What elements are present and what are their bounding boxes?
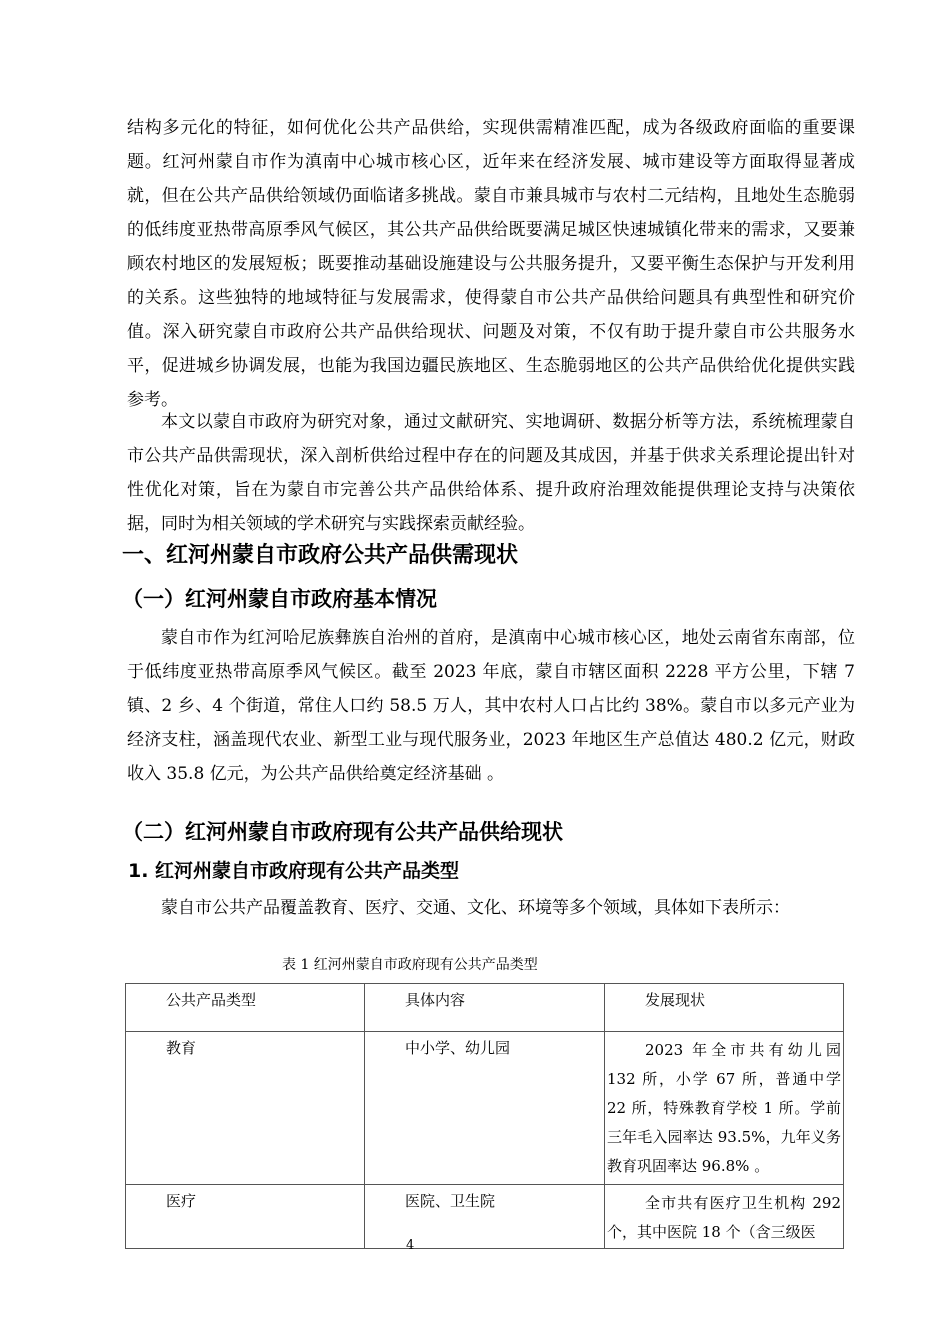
cell-status: 2023 年全市共有幼儿园 132 所，小学 67 所，普通中学 22 所，特殊教育学校 1 所。学前三年毛入园率达 93.5%，九年义务教育巩固率达 96.8% 。: [605, 1032, 844, 1185]
subsection-heading-supply-status: （二）红河州蒙自市政府现有公共产品供给现状: [122, 820, 563, 844]
table-row: [126, 1032, 844, 1185]
header-cell-type: 公共产品类型: [126, 984, 365, 1032]
table-intro-paragraph: [127, 891, 855, 925]
page-number: 4: [406, 1238, 415, 1253]
subheading-product-types: 1. 红河州蒙自市政府现有公共产品类型: [128, 860, 460, 882]
public-products-table: [125, 983, 844, 1249]
cell-status: 全市共有医疗卫生机构 292 个，其中医院 18 个（含三级医: [605, 1185, 844, 1249]
paragraph-3: 蒙自市作为红河哈尼族彝族自治州的首府，是滇南中心城市核心区，地处云南省东南部，位于低纬度亚热带高原季风气候区。截至 2023 年底，蒙自市辖区面积 2228 平方公里，下辖 7 镇、2 乡、4 个街道，常住人口约 58.5 万人，其中农村人口占比约 38%。蒙自市以多元产业为经济支柱，涵盖现代农业、新型工业与现代服务业，2023 年地区生产总值达 480.2 亿元，财政收入 35.8 亿元，为公共产品供给奠定经济基础 。: [127, 628, 855, 784]
header-cell-content: 具体内容: [365, 984, 605, 1032]
cell-type: 教育: [126, 1032, 365, 1185]
table-row: [126, 1185, 844, 1249]
paragraph-1: 结构多元化的特征，如何优化公共产品供给，实现供需精准匹配，成为各级政府面临的重要课题。红河州蒙自市作为滇南中心城市核心区，近年来在经济发展、城市建设等方面取得显著成就，但在公共产品供给领域仍面临诸多挑战。蒙自市兼具城市与农村二元结构，且地处生态脆弱的低纬度亚热带高原季风气候区，其公共产品供给既要满足城区快速城镇化带来的需求，又要兼顾农村地区的发展短板；既要推动基础设施建设与公共服务提升，又要平衡生态保护与开发利用的关系。这些独特的地域特征与发展需求，使得蒙自市公共产品供给问题具有典型性和研究价值。深入研究蒙自市政府公共产品供给现状、问题及对策，不仅有助于提升蒙自市公共服务水平，促进城乡协调发展，也能为我国边疆民族地区、生态脆弱地区的公共产品供给优化提供实践参考。: [127, 118, 855, 410]
paragraph-2: 本文以蒙自市政府为研究对象，通过文献研究、实地调研、数据分析等方法，系统梳理蒙自市公共产品供需现状，深入剖析供给过程中存在的问题及其成因，并基于供求关系理论提出针对性优化对策，旨在为蒙自市完善公共产品供给体系、提升政府治理效能提供理论支持与决策依据，同时为相关领域的学术研究与实践探索贡献经验。: [127, 412, 855, 534]
paragraph-4: 蒙自市公共产品覆盖教育、医疗、交通、文化、环境等多个领域，具体如下表所示：: [161, 898, 790, 918]
table-header-row: [126, 984, 844, 1032]
cell-content: 中小学、幼儿园: [365, 1032, 605, 1185]
header-cell-status: 发展现状: [605, 984, 844, 1032]
cell-content: 医院、卫生院: [365, 1185, 605, 1249]
basic-info-paragraph: [127, 621, 855, 791]
table-caption: 表 1 红河州蒙自市政府现有公共产品类型: [282, 957, 538, 973]
scope-paragraph: [127, 405, 855, 541]
cell-type: 医疗: [126, 1185, 365, 1249]
section-heading-1: 一、红河州蒙自市政府公共产品供需现状: [122, 543, 519, 568]
intro-paragraph: [127, 111, 855, 417]
subsection-heading-basic-info: （一）红河州蒙自市政府基本情况: [122, 587, 437, 611]
